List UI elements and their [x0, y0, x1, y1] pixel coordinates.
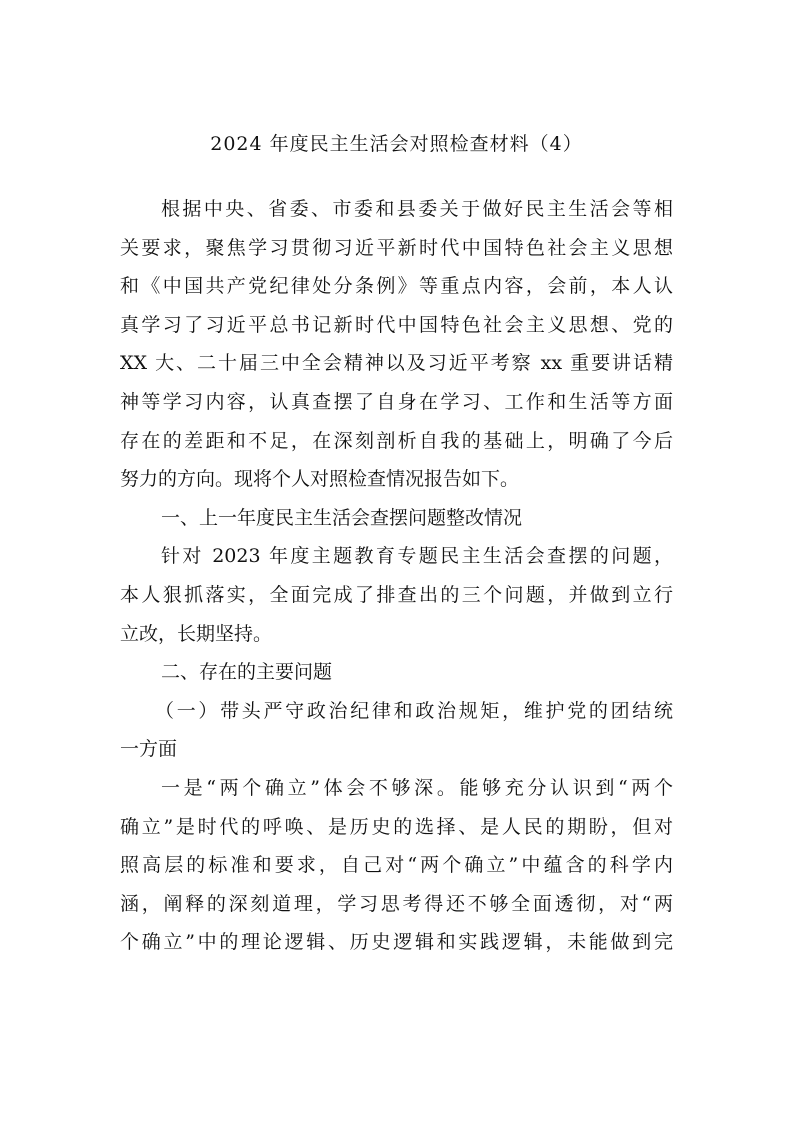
section-heading: 一、上一年度民主生活会查摆问题整改情况 [161, 506, 523, 529]
text-line: 本人狠抓落实，全面完成了排查出的三个问题，并做到立行 [120, 583, 673, 606]
text-line: 照高层的标准和要求，自己对“两个确立”中蕴含的科学内 [120, 854, 673, 877]
text-line: 努力的方向。现将个人对照检查情况报告如下。 [120, 468, 520, 491]
text-line: 涵，阐释的深刻道理，学习思考得还不够全面透彻，对“两 [120, 892, 673, 915]
document-body [120, 190, 673, 962]
subsection-heading: （一）带头严守政治纪律和政治规矩，维护党的团结统 [155, 699, 673, 722]
text-line: 根据中央、省委、市委和县委关于做好民主生活会等相 [161, 198, 673, 220]
text-line: 存在的差距和不足，在深刻剖析自我的基础上，明确了今后 [120, 429, 673, 452]
text-line: 真学习了习近平总书记新时代中国特色社会主义思想、党的 [120, 313, 673, 336]
text-line: 个确立”中的理论逻辑、历史逻辑和实践逻辑，未能做到完 [120, 931, 673, 954]
subsection-heading: 一方面 [120, 738, 178, 761]
text-line: 立改，长期坚持。 [120, 622, 273, 645]
text-line: 确立”是时代的呼唤、是历史的选择、是人民的期盼，但对 [120, 815, 673, 838]
text-line: 关要求，聚焦学习贯彻习近平新时代中国特色社会主义思想 [120, 236, 673, 259]
text-line: 和《中国共产党纪律处分条例》等重点内容，会前，本人认 [120, 275, 673, 298]
text-line: 针对 2023 年度主题教育专题民主生活会查摆的问题， [161, 545, 673, 568]
document-title: 2024 年度民主生活会对照检查材料（4） [210, 133, 583, 155]
section-heading: 二、存在的主要问题 [161, 661, 333, 684]
text-line: 神等学习内容，认真查摆了自身在学习、工作和生活等方面 [120, 390, 673, 413]
text-line: XX 大、二十届三中全会精神以及习近平考察 xx 重要讲话精 [120, 352, 673, 375]
text-line: 一是“两个确立”体会不够深。能够充分认识到“两个 [161, 776, 673, 799]
